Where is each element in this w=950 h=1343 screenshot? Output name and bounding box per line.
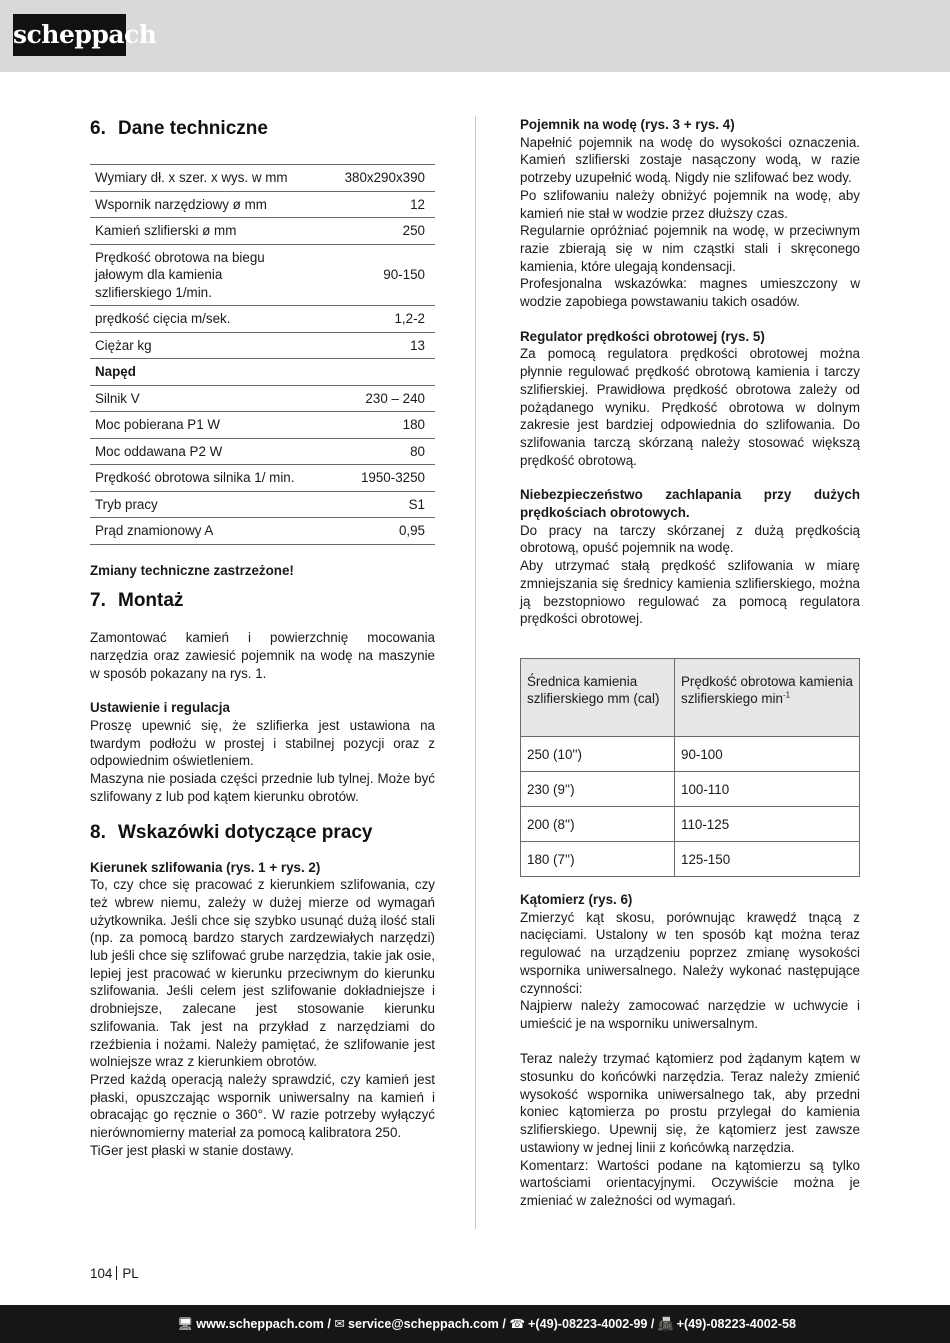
grinding-table-row (521, 841, 860, 876)
grinding-speed-cell: 125-150 (675, 841, 860, 876)
spec-value: 1,2-2 (305, 306, 435, 333)
spec-label: Prędkość obrotowa na biegu jałowym dla kamienia szlifierskiego 1/min. (90, 244, 305, 306)
grinding-speed-cell: 100-110 (675, 771, 860, 806)
page-number: 104 PL (90, 1266, 139, 1281)
spec-table (90, 164, 435, 545)
spec-label: Wspornik narzędziowy ø mm (90, 191, 305, 218)
grinding-diameter-cell: 250 (10'') (521, 736, 675, 771)
direction-paragraph-1: To, czy chce się pracować z kierunkiem szlifowania, czy też wbrew niemu, zależy w dużej mierze od wymagań użytkownika. Jeśli chce się szybko usunąć dużą ilość stali (np. za pomocą bardzo starych zardzewiałych narzędzi) lub jeśli chce się szlifować grube narzędzia, takie jak osie, lepiej jest pracować w kierunku przeciwnym do kierunku szlifowania. Jeśli celem jest szlifowanie dokładniejsze i drobniejsze, zalecane jest stosowanie kierunku szlifowania. Tak jest na przykład z narzędziami do rzeźbienia i nożami. Należy pamiętać, że szlifowanie jest wolniejsze wraz z kierunkiem obrotów. (90, 877, 435, 1070)
spec-row (90, 465, 435, 492)
section-8-heading: 8. Wskazówki dotyczące pracy (90, 821, 373, 843)
spec-row (90, 165, 435, 192)
spec-row (90, 518, 435, 545)
spec-label: Moc oddawana P2 W (90, 438, 305, 465)
grinding-table-row (521, 806, 860, 841)
grinding-speed-table (520, 658, 860, 877)
spec-row (90, 359, 435, 386)
spec-value: 0,95 (305, 518, 435, 545)
section-7-text: Zamontować kamień i powierzchnię mocowania narzędzia oraz zawiesić pojemnik na wodę na maszynie w sposób pokazany na rys. 1. (90, 630, 435, 681)
angle-paragraph-4: Komentarz: Wartości podane na kątomierzu są tylko wartościami orientacyjnymi. Oczywiście można je zmieniać w zależności od wymagań. (520, 1157, 860, 1208)
grinding-table-header-row (521, 658, 860, 736)
spec-row (90, 332, 435, 359)
spec-label: Silnik V (90, 385, 305, 412)
direction-title: Kierunek szlifowania (rys. 1 + rys. 2) (90, 859, 321, 875)
left-column (90, 116, 435, 1159)
fax-icon: 📠 (657, 1317, 674, 1331)
spec-row (90, 218, 435, 245)
right-column (520, 116, 860, 1210)
grinding-table-row (521, 771, 860, 806)
spec-value: 80 (305, 438, 435, 465)
grinding-diameter-cell: 200 (8'') (521, 806, 675, 841)
footer-bar: 🖥 www.scheppach.com / ✉ service@scheppach.com / ☎ +(49)-08223-4002-99 / 📠 +(49)-08223-4002-58 (0, 1305, 950, 1343)
spec-row (90, 244, 435, 306)
adjust-paragraph-2: Maszyna nie posiada części przednie lub tylnej. Może być szlifowany z lub pod kątem kierunku obrotów. (90, 771, 435, 804)
water-paragraph-4: Profesjonalna wskazówka: magnes umieszczony w wodzie zapobiega powstawaniu takich osadów. (520, 276, 860, 310)
computer-icon: 🖥 (177, 1317, 194, 1331)
water-title: Pojemnik na wodę (rys. 3 + rys. 4) (520, 117, 735, 132)
spec-value: 380x290x390 (305, 165, 435, 192)
spec-value: 230 – 240 (305, 385, 435, 412)
direction-paragraph-2: Przed każdą operacją należy sprawdzić, czy kamień jest płaski, opuszczając wspornik uniwersalny na kamień i obracając go ręcznie o 360°. W razie potrzeby wyłączyć nierównomierny materiał za pomocą kalibratora 250. (90, 1071, 435, 1141)
spec-value: 250 (305, 218, 435, 245)
angle-paragraph-3: Teraz należy trzymać kątomierz pod żądanym kątem w stosunku do końcówki narzędzia. Teraz należy zmienić wysokość wspornika uniwersalnego tak, aby przedni koniec kątomierza po prostu przylegał do kamienia szlifierskiego. Upewnij się, że kątomierz jest zawsze ustawiony w jednej linii z końcówką narzędzia. (520, 1051, 860, 1155)
phone-icon: ☎ (509, 1317, 526, 1331)
section-6-heading: 6. Dane techniczne (90, 118, 268, 139)
adjust-title: Ustawienie i regulacja (90, 700, 230, 716)
spec-label: Kamień szlifierski ø mm (90, 218, 305, 245)
column-divider (475, 116, 476, 1229)
spec-label: Tryb pracy (90, 491, 305, 518)
direction-paragraph-3: TiGer jest płaski w stanie dostawy. (90, 1142, 294, 1158)
spec-row (90, 438, 435, 465)
spec-row (90, 412, 435, 439)
spec-label: Prędkość obrotowa silnika 1/ min. (90, 465, 305, 492)
angle-title: Kątomierz (rys. 6) (520, 891, 633, 907)
spec-label: Moc pobierana P1 W (90, 412, 305, 439)
grinding-diameter-cell: 180 (7'') (521, 841, 675, 876)
scheppach-logo: scheppach (13, 14, 126, 56)
section-7-heading: 7. Montaż (90, 590, 184, 612)
water-paragraph-2: Po szlifowaniu należy obniżyć pojemnik na wodę, aby kamień nie stał w wodzie przez dłuższy czas. (520, 187, 860, 221)
grinding-table-row (521, 736, 860, 771)
spec-label: Napęd (90, 359, 435, 386)
spec-row (90, 191, 435, 218)
angle-paragraph-2: Najpierw należy zamocować narzędzie w uchwycie i umieścić je na wsporniku uniwersalnym. (520, 998, 860, 1031)
spec-label: Prąd znamionowy A (90, 518, 305, 545)
splash-paragraph-2: Aby utrzymać stałą prędkość szlifowania w miarę zmniejszania się średnicy kamienia szlifierskiego, można ją bezstopniowo regulować za pomocą regulatora prędkości obrotowej. (520, 558, 860, 627)
angle-paragraph-1: Zmierzyć kąt skosu, porównując krawędź tnącą z nacięciami. Ustalony w ten sposób kąt można teraz regulować na urządzeniu poprzez zmianę wysokości wspornika uniwersalnego. Należy wykonać następujące czynności: (520, 909, 860, 996)
spec-value: S1 (305, 491, 435, 518)
grinding-diameter-cell: 230 (9'') (521, 771, 675, 806)
grinding-table-header-diameter: Średnica kamienia szlifierskiego mm (cal) (521, 658, 675, 736)
adjust-paragraph-1: Proszę upewnić się, że szlifierka jest ustawiona na twardym podłożu w prostej i stabilnej pozycji oraz z odpowiednim oświetleniem. (90, 718, 435, 769)
spec-row (90, 306, 435, 333)
spec-value: 90-150 (305, 244, 435, 306)
spec-row (90, 491, 435, 518)
footer-web-link[interactable]: www.scheppach.com (196, 1317, 324, 1331)
grinding-table-header-speed: Prędkość obrotowa kamienia szlifierskiego $\min^{-1}$ (675, 658, 860, 736)
water-paragraph-3: Regularnie opróżniać pojemnik na wodę, w przeciwnym razie zbierają się w nim cząstki stali i skręconego kamienia, które ulegają kondensacji. (520, 223, 860, 274)
spec-label: Ciężar kg (90, 332, 305, 359)
spec-value: 12 (305, 191, 435, 218)
grinding-speed-cell: 110-125 (675, 806, 860, 841)
header-bar (0, 0, 950, 72)
mail-icon: ✉ (334, 1317, 345, 1331)
footer-fax: +(49)-08223-4002-58 (676, 1317, 796, 1331)
splash-title: Niebezpieczeństwo zachlapania przy dużych prędkościach obrotowych. (520, 487, 860, 521)
spec-label: prędkość cięcia m/sek. (90, 306, 305, 333)
footer-email-link[interactable]: service@scheppach.com (347, 1317, 499, 1331)
splash-paragraph-1: Do pracy na tarczy skórzanej z dużą prędkością obrotową, opuść pojemnik na wodę. (520, 522, 860, 556)
water-paragraph-1: Napełnić pojemnik na wodę do wysokości oznaczenia. Kamień szlifierski zostaje nasączony wodą, w razie potrzeby uzupełnić wodą. Nigdy nie szlifować bez wody. (520, 134, 860, 186)
spec-value: 180 (305, 412, 435, 439)
spec-label: Wymiary dł. x szer. x wys. w mm (90, 165, 305, 192)
speed-paragraph-1: Za pomocą regulatora prędkości obrotowej można płynnie regulować prędkość obrotową kamienia i tarczy szlifierskiej. Prawidłowa prędkość obrotowa zależy od pożądanego wyniku. Prędkość obrotowa w dolnym zakresie jest bardziej odpowiednia do szlifowania. Do szlifowania tarczą skórzaną należy stosować większą prędkość obrotową. (520, 346, 860, 468)
spec-value: 1950-3250 (305, 465, 435, 492)
changes-note: Zmiany techniczne zastrzeżone! (90, 562, 294, 578)
spec-row (90, 385, 435, 412)
speed-title: Regulator prędkości obrotowej (rys. 5) (520, 328, 765, 344)
grinding-speed-cell: 90-100 (675, 736, 860, 771)
footer-phone: +(49)-08223-4002-99 (528, 1317, 648, 1331)
spec-value: 13 (305, 332, 435, 359)
